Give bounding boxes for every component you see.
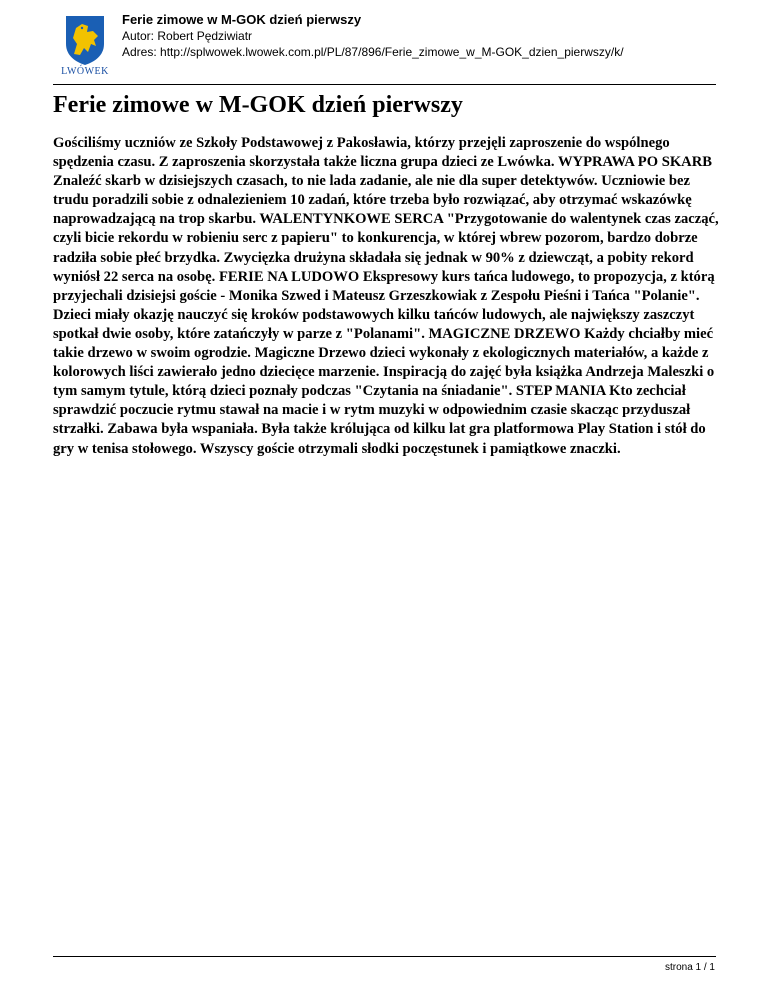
header-title: Ferie zimowe w M-GOK dzień pierwszy (122, 12, 362, 27)
document-meta (122, 12, 624, 60)
footer-divider (53, 956, 716, 957)
address-line: Adres: http://splwowek.lwowek.com.pl/PL/87/896/Ferie_zimowe_w_M-GOK_dzien_pierwszy/k/ (122, 45, 624, 59)
logo-caption: LWÓWEK (61, 66, 109, 77)
header-divider (53, 84, 716, 85)
article-body: Gościliśmy uczniów ze Szkoły Podstawowej z Pakosławia, którzy przejęli zaproszenie do wspólnego spędzenia czasu. Z zaproszenia skorzystała także liczna grupa dzieci ze Lwówka. WYPRAWA PO SKARB Znaleźć skarb w dzisiejszych czasach, to nie lada zadanie, ale nie dla super detektywów. Uczniowie bez trudu poradzili sobie z odnalezieniem 10 zadań, które trzeba było rozwiązać, aby otrzymać wskazówkę naprowadzającą na trop skarbu. WALENTYNKOWE SERCA "Przygotowanie do walentynek czas zacząć, czyli bicie rekordu w robieniu serc z papieru" to konkurencja, w której wbrew pozorom, bardzo dobrze radziła sobie płeć brzydka. Zwycięzka drużyna składała się jednak w 90% z dziewcząt, a pobity rekord wyniósł 22 serca na osobę. FERIE NA LUDOWO Ekspresowy kurs tańca ludowego, to propozycja, z którą przyjechali dzisiejsi goście - Monika Szwed i Mateusz Grzeszkowiak z Zespołu Pieśni i Tańca "Polanie". Dzieci miały okazję nauczyć się kroków podstawowych kilku tańców ludowych, ale największy zaszczyt spotkał dwie osoby, które zatańczyły w parze z "Polanami". MAGICZNE DRZEWO Każdy chciałby mieć takie drzewo w swoim ogrodzie. Magiczne Drzewo dzieci wykonały z ekologicznych materiałów, a każde z kolorowych liści zawierało jedno dziecięce marzenie. Inspiracją do zajęć była książka Andrzeja Maleszki o tym samym tytule, którą dzieci poznały podczas "Czytania na śniadanie". STEP MANIA Kto zechciał sprawdzić poczucie rytmu stawał na macie i w rytm muzyki w odpowiednim czasie skacząc przyduszał strzałki. Zabawa była wspaniała. Była także królująca od kilku lat gra platformowa Play Station i stół do gry w tenisa stołowego. Wszyscy goście otrzymali słodki poczęstunek i pamiątkowe znaczki. (53, 135, 719, 457)
shield-lion-icon (58, 14, 112, 66)
author-line: Autor: Robert Pędziwiatr (122, 29, 253, 43)
article-title: Ferie zimowe w M-GOK dzień pierwszy (53, 92, 463, 118)
page-number: strona 1 / 1 (664, 962, 715, 973)
